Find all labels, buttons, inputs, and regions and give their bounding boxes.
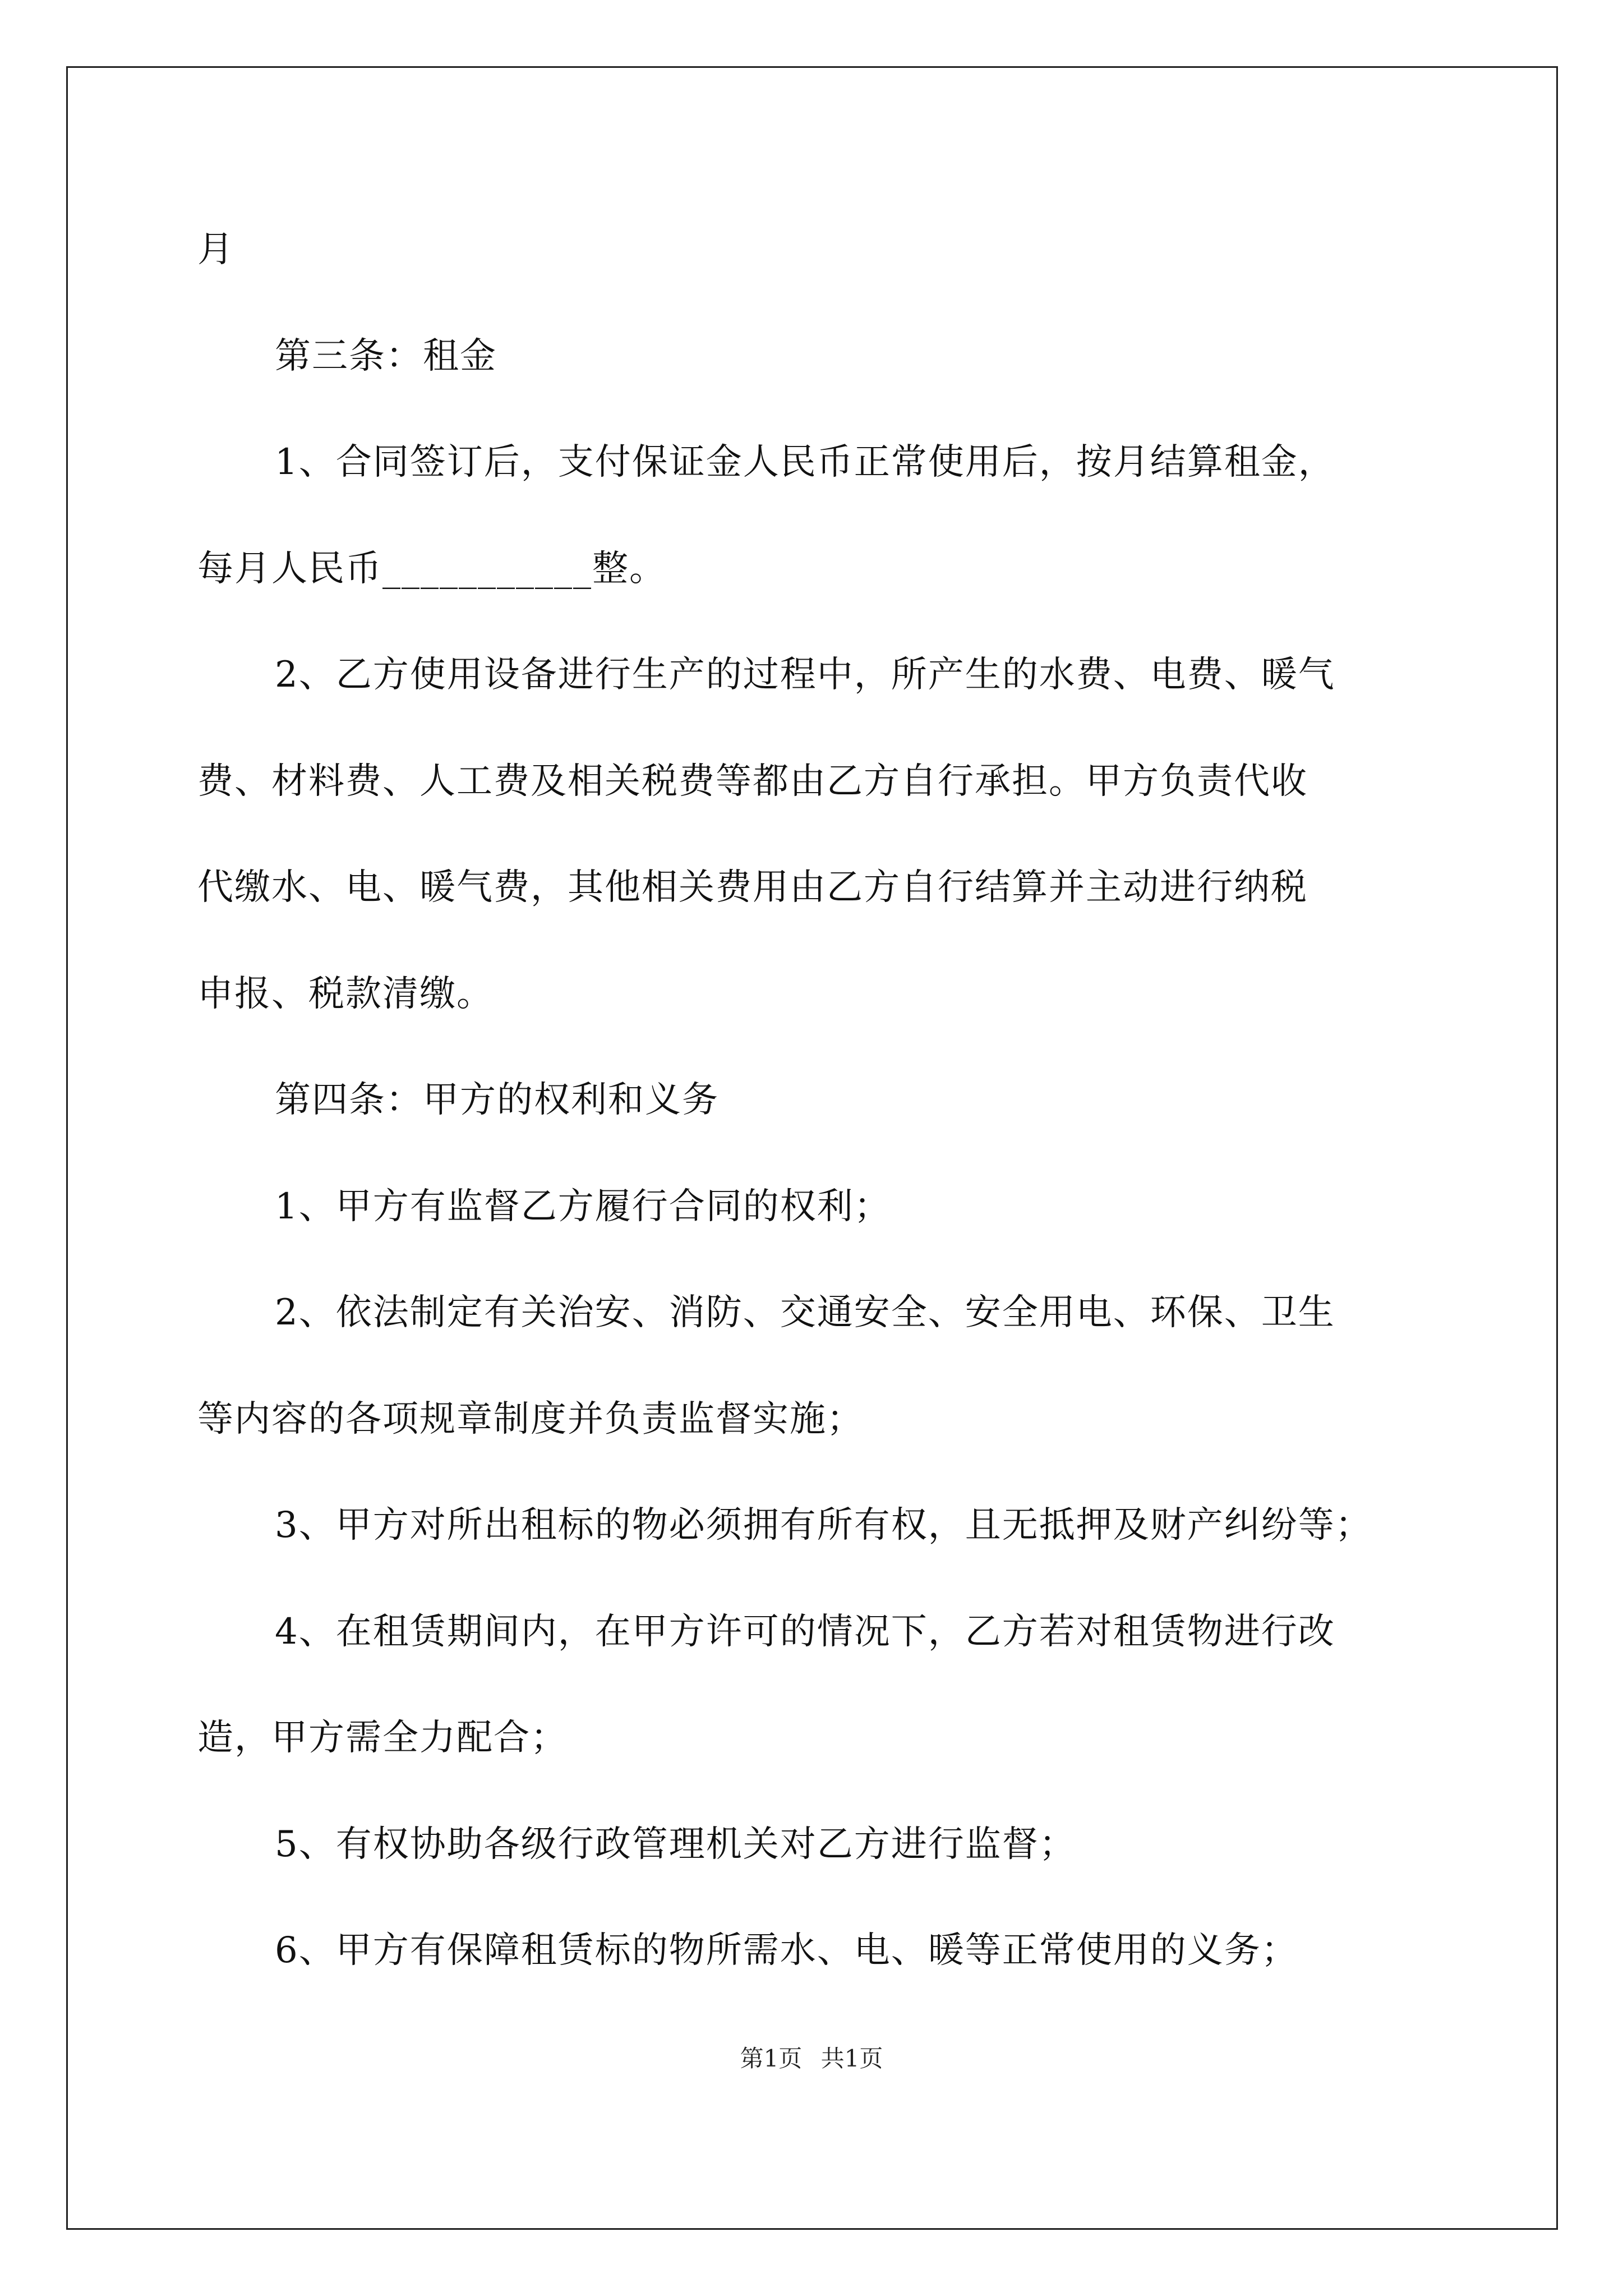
paragraph-line: 每月人民币___________整。: [197, 548, 666, 590]
paragraph-first-line: 第三条：租金: [275, 335, 497, 377]
paragraph-first-line: 5、有权协助各级行政管理机关对乙方进行监督；: [275, 1824, 1076, 1865]
paragraph-first-line: 1、合同签订后，支付保证金人民币正常使用后，按月结算租金，: [275, 441, 1335, 483]
paragraph-line: 造，甲方需全力配合；: [197, 1717, 568, 1759]
page-border: [66, 66, 1558, 2230]
paragraph-first-line: 6、甲方有保障租赁标的物所需水、电、暖等正常使用的义务；: [275, 1930, 1298, 1971]
paragraph-line: 月: [197, 229, 234, 270]
paragraph-first-line: 2、乙方使用设备进行生产的过程中，所产生的水费、电费、暖气: [275, 654, 1335, 696]
paragraph-first-line: 2、依法制定有关治安、消防、交通安全、安全用电、环保、卫生: [275, 1292, 1335, 1333]
paragraph-line: 申报、税款清缴。: [197, 973, 494, 1015]
page-count: 共1页: [820, 2045, 883, 2072]
paragraph-first-line: 1、甲方有监督乙方履行合同的权利；: [275, 1186, 891, 1227]
paragraph-line: 费、材料费、人工费及相关税费等都由乙方自行承担。甲方负责代收: [197, 761, 1308, 802]
page-number: 第1页: [740, 2045, 803, 2072]
paragraph-first-line: 4、在租赁期间内，在甲方许可的情况下，乙方若对租赁物进行改: [275, 1611, 1335, 1653]
paragraph-first-line: 3、甲方对所出租标的物必须拥有所有权，且无抵押及财产纠纷等；: [275, 1504, 1372, 1546]
paragraph-first-line: 第四条：甲方的权利和义务: [275, 1079, 719, 1121]
paragraph-line: 等内容的各项规章制度并负责监督实施；: [197, 1398, 864, 1440]
paragraph-line: 代缴水、电、暖气费，其他相关费用由乙方自行结算并主动进行纳税: [197, 867, 1308, 908]
page-footer: [0, 2043, 1623, 2074]
